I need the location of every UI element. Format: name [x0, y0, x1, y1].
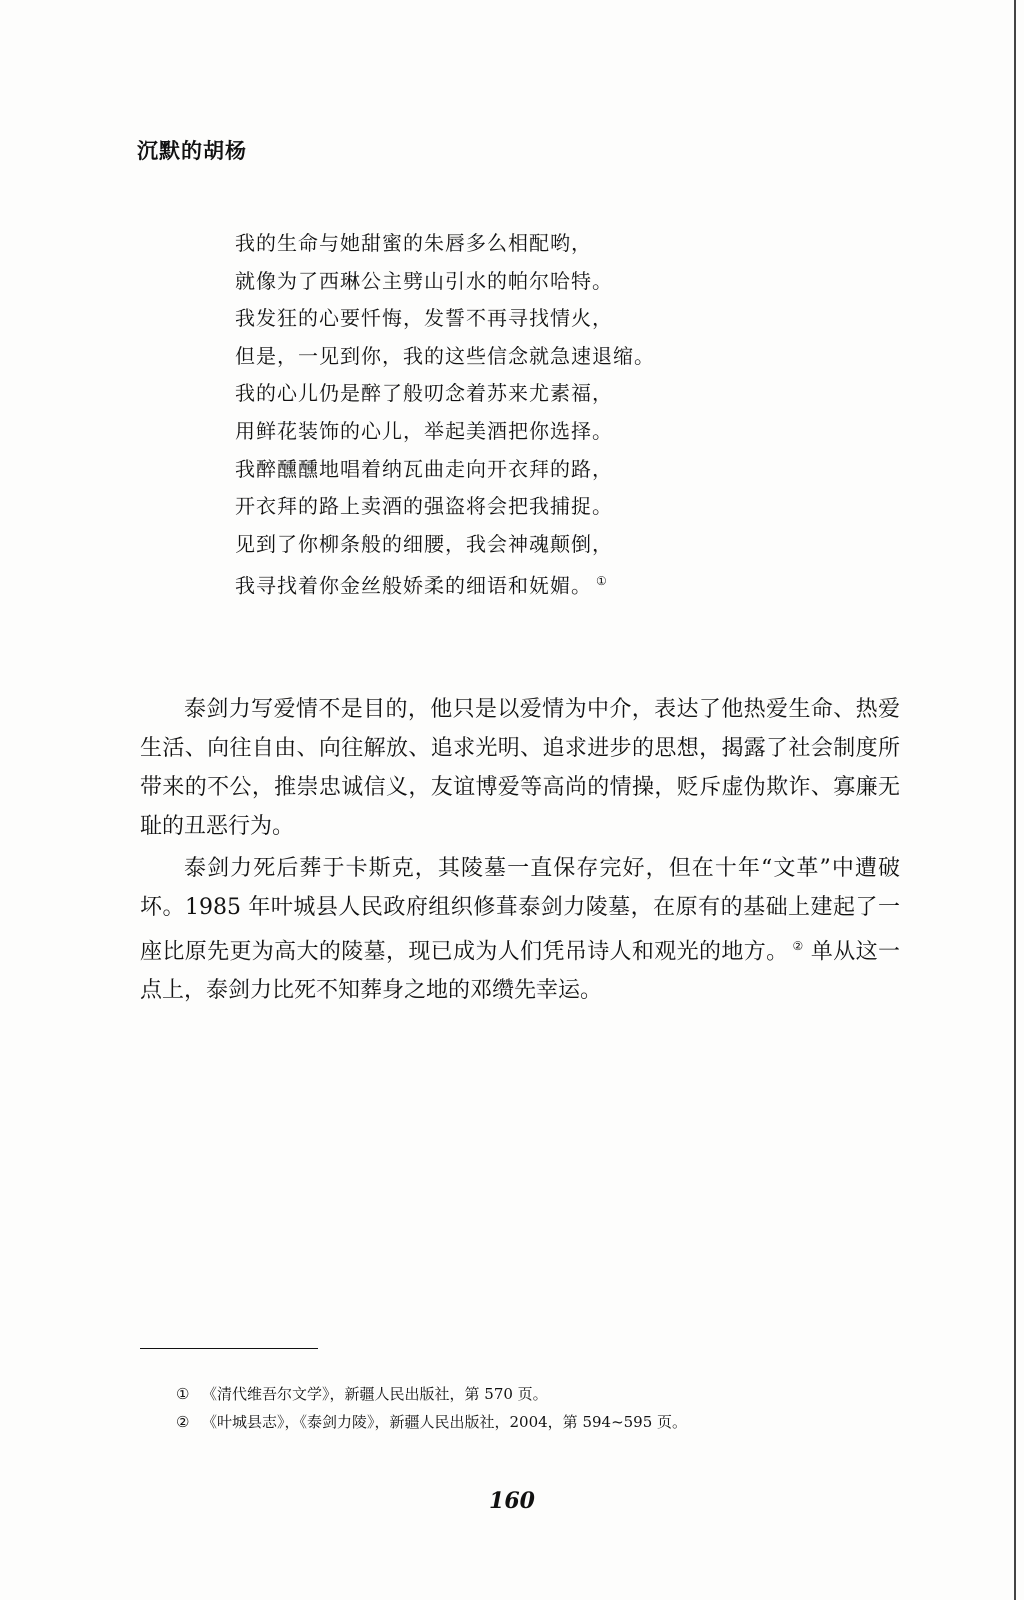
poem-line: 见到了你柳条般的细腰，我会神魂颠倒， [235, 531, 613, 556]
page-number: 160 [489, 1488, 535, 1514]
poem-block [235, 225, 755, 601]
running-head: 沉默的胡杨 [137, 138, 247, 163]
footnote-number: ② [176, 1413, 190, 1431]
poem-line: 但是，一见到你，我的这些信念就急速退缩。 [235, 343, 655, 368]
paragraph-2-text-cont: 单从这一点上，泰剑力比死不知葬身之地的邓缵先幸运。 [140, 939, 900, 1004]
footnote-text: 《清代维吾尔文学》，新疆人民出版社，第 570 页。 [202, 1385, 548, 1403]
paragraph-1: 泰剑力写爱情不是目的，他只是以爱情为中介，表达了他热爱生命、热爱生活、向往自由、向往解放、追求光明、追求进步的思想，揭露了社会制度所带来的不公，推崇忠诚信义，友谊博爱等高尚的情操，贬斥虚伪欺诈、寡廉无耻的丑恶行为。 [140, 697, 900, 839]
footnote-2 [176, 1408, 876, 1436]
poem-line: 我发狂的心要忏悔，发誓不再寻找情火， [235, 306, 613, 331]
poem-line: 开衣拜的路上卖酒的强盗将会把我捕捉。 [235, 494, 613, 519]
footnote-text: 《叶城县志》，《泰剑力陵》，新疆人民出版社，2004，第 594~595 页。 [202, 1413, 688, 1431]
poem-line: 我的心儿仍是醉了般叨念着苏来尤素福， [235, 381, 613, 406]
body-text [140, 690, 900, 1013]
paragraph-2-text: 泰剑力死后葬于卡斯克，其陵墓一直保存完好，但在十年“文革”中遭破坏。1985 年叶城县人民政府组织修葺泰剑力陵墓，在原有的基础上建起了一座比原先更为高大的陵墓，现已成为人们凭吊诗人和观光的地方。 [140, 856, 900, 965]
paragraph-2 [140, 849, 900, 1010]
footnote-marker-1: ① [596, 574, 608, 589]
poem-line-text: 我寻找着你金丝般娇柔的细语和妩媚。 [235, 574, 592, 598]
poem-line-last [235, 563, 755, 601]
poem-line: 就像为了西琳公主劈山引水的帕尔哈特。 [235, 268, 613, 293]
page-edge-line [1014, 0, 1016, 1600]
poem-line: 我醉醺醺地唱着纳瓦曲走向开衣拜的路， [235, 456, 613, 481]
poem-line: 用鲜花装饰的心儿，举起美酒把你选择。 [235, 418, 613, 443]
footnote-1 [176, 1380, 876, 1408]
footnote-marker-2: ② [792, 939, 804, 953]
footnote-divider [140, 1348, 318, 1349]
poem-line: 我的生命与她甜蜜的朱唇多么相配哟， [235, 231, 592, 255]
footnotes [176, 1380, 876, 1436]
footnote-number: ① [176, 1385, 190, 1403]
